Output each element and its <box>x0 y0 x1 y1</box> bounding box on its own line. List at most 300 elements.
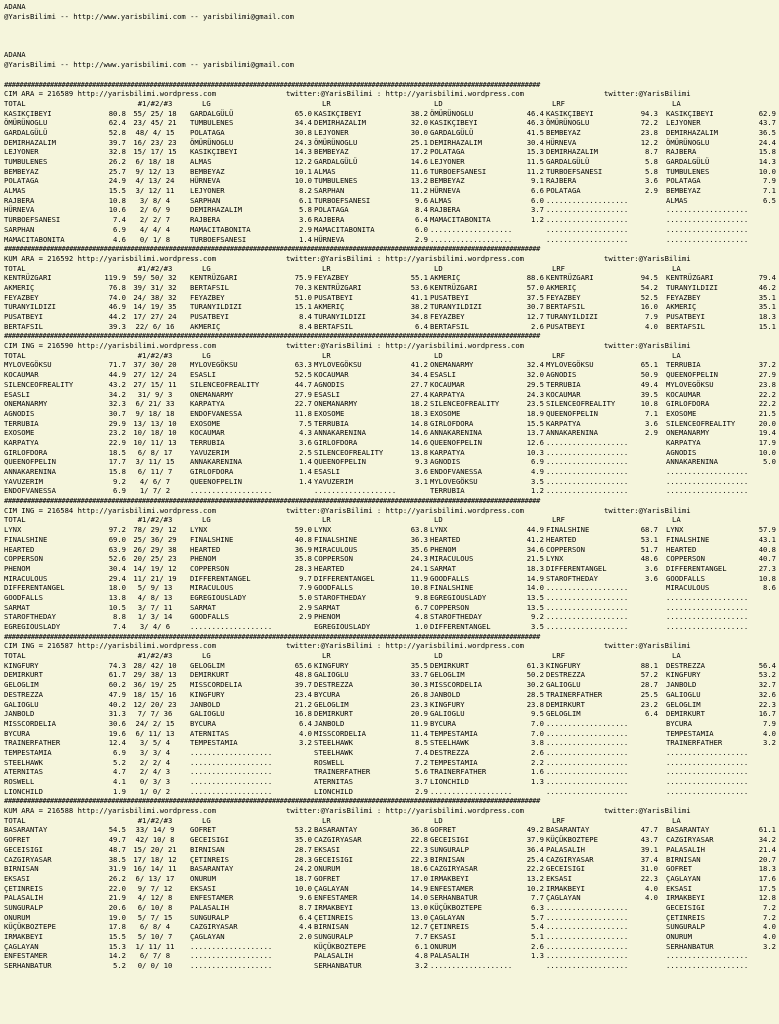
header-la: LA <box>672 98 681 108</box>
lr-value: 2.9 <box>415 786 428 796</box>
lg-name: EKSASI <box>190 883 216 893</box>
lg-name: RAJBERA <box>190 215 221 225</box>
horse-name: BASARANTAY <box>4 825 48 835</box>
ld-name: KASIKÇIBEYI <box>430 118 478 128</box>
la-name: ANNAKARENINA <box>666 457 718 467</box>
la-value: 22.3 <box>758 699 776 709</box>
la-value: 7.1 <box>763 186 776 196</box>
lr-name: ONEMANARMY <box>314 399 358 409</box>
lg-name: FINALSHINE <box>190 534 234 544</box>
ld-value: 41.2 <box>526 534 544 544</box>
lr-value: 63.8 <box>410 525 428 535</box>
lr-name: MISSCORDELIA <box>314 728 366 738</box>
horse-name: ÖMÜRÜNOGLU <box>4 118 48 128</box>
column-header-row <box>4 651 776 661</box>
total-score: 31.3 <box>108 709 126 719</box>
la-name: SUNGURALP <box>666 922 705 932</box>
ld-name: JANBOLD <box>430 689 461 699</box>
lr-value: 3.2 <box>415 961 428 971</box>
placings: 6/ 10/ 8 <box>137 902 173 912</box>
race-info-line <box>4 341 776 351</box>
ld-value: 11.2 <box>526 166 544 176</box>
horse-name: JANBOLD <box>4 709 35 719</box>
lrf-name: ................... <box>546 583 629 593</box>
lg-name: SARPHAN <box>190 195 221 205</box>
lg-value: 10.1 <box>294 166 312 176</box>
ld-name: BIRNISAN <box>430 854 465 864</box>
ld-value: 30.7 <box>526 302 544 312</box>
section-separator: ############################################################################################################################################ <box>4 244 540 254</box>
ld-name: DEMIRHAZALIM <box>430 137 482 147</box>
lr-name: BIRNISAN <box>314 922 349 932</box>
lg-name: TURBOEFSANESI <box>190 234 247 244</box>
lg-value: 12.2 <box>294 157 312 166</box>
ld-value: 28.5 <box>526 689 544 699</box>
lg-name: TEMPESTAMIA <box>190 738 238 748</box>
ld-value: 46.4 <box>526 108 544 118</box>
ld-name: EGREGIOUSLADY <box>430 592 487 602</box>
horse-name: KENTRÜZGARI <box>4 273 52 283</box>
ld-value: 49.2 <box>526 825 544 835</box>
lrf-name: ................... <box>546 195 629 205</box>
lr-value: 13.8 <box>410 447 428 457</box>
placings: 3/ 8/ 4 <box>139 195 171 205</box>
ld-name: TURBOEFSANESI <box>430 166 487 176</box>
horse-name: MIRACULOUS <box>4 573 48 583</box>
ld-name: GELOGLIM <box>430 670 465 680</box>
placings: 78/ 29/ 12 <box>133 525 177 535</box>
lg-value: 5.0 <box>299 592 312 602</box>
total-score: 5.2 <box>113 757 126 767</box>
race-info: KUM ARA = 216592 http://yarisbilimi.wordpress.com <box>4 253 217 263</box>
ld-value: 15.5 <box>526 418 544 428</box>
lg-value: 30.8 <box>294 127 312 137</box>
lr-name: ROSWELL <box>314 757 345 767</box>
la-name: HEARTED <box>666 544 697 554</box>
contact-line-repeat: @YarisBilimi -- http://www.yarisbilimi.com -- yarisbilimi@gmail.com <box>4 60 294 70</box>
ld-value: 32.4 <box>526 360 544 370</box>
lrf-name: HÜRNEVA <box>546 137 577 147</box>
header-la: LA <box>672 350 681 360</box>
total-score: 26.2 <box>108 873 126 883</box>
table-row <box>4 913 776 923</box>
lr-name: LYNX <box>314 525 332 535</box>
horse-name: PHENOM <box>4 563 30 573</box>
lr-name: SARMAT <box>314 602 340 612</box>
lg-value: 51.0 <box>294 292 312 302</box>
horse-name: PALASALIH <box>4 893 43 903</box>
ld-value: 23.8 <box>526 699 544 709</box>
horse-name: HÜRNEVA <box>4 205 35 215</box>
la-name: DESTREZZA <box>666 660 705 670</box>
lg-name: KOCAUMAR <box>190 428 225 438</box>
ld-name: KENTRÜZGARI <box>430 282 478 292</box>
placings: 36/ 19/ 25 <box>133 680 177 690</box>
city-title: ADANA <box>4 2 26 11</box>
lr-value: 14.0 <box>410 893 428 903</box>
lrf-name: TURBOEFSANESI <box>546 166 603 176</box>
ld-value: 5.1 <box>531 932 544 941</box>
la-name: GECEISIGI <box>666 902 705 912</box>
lr-value: 10.8 <box>410 583 428 593</box>
la-name: PUSATBEYI <box>666 312 705 321</box>
ld-value: 30.2 <box>526 680 544 690</box>
lg-value: 6.4 <box>299 718 312 728</box>
total-score: 22.9 <box>108 437 126 447</box>
table-row <box>4 922 776 932</box>
la-value: 62.9 <box>758 108 776 118</box>
lr-name: KÜÇÜKBOZTEPE <box>314 941 366 951</box>
lrf-name: ................... <box>546 718 629 728</box>
lrf-value: 5.8 <box>645 166 658 176</box>
placings: 33/ 14/ 9 <box>135 825 175 835</box>
ld-value: 7.0 <box>531 728 544 738</box>
header-lrf: LRF <box>552 350 565 360</box>
la-value: 7.9 <box>763 718 776 728</box>
lg-name: MISSCORDELIA <box>190 680 242 690</box>
lr-value: 35.6 <box>410 544 428 554</box>
lg-name: COPPERSON <box>190 563 229 573</box>
lg-value: 5.8 <box>299 205 312 215</box>
lg-value: 9.6 <box>299 893 312 903</box>
placings: 42/ 10/ 8 <box>135 835 175 845</box>
lg-name: SARMAT <box>190 602 216 612</box>
lrf-name: ................... <box>546 457 629 467</box>
lg-name: FEYAZBEY <box>190 292 225 302</box>
la-value: 27.3 <box>758 563 776 573</box>
table-row <box>4 370 776 380</box>
placings: 6/ 8/ 4 <box>139 922 171 932</box>
lr-name: DESTREZZA <box>314 680 353 690</box>
total-score: 17.7 <box>108 457 126 467</box>
header-placings: #1/#2/#3 <box>137 98 173 108</box>
ld-name: TERRUBIA <box>430 486 465 496</box>
lr-value: 6.0 <box>415 224 428 234</box>
placings: 59/ 50/ 32 <box>133 273 177 283</box>
la-value: 20.0 <box>758 418 776 428</box>
la-value: 27.9 <box>758 370 776 380</box>
total-score: 47.9 <box>108 689 126 699</box>
la-name: BERTAFSIL <box>666 321 705 331</box>
lrf-value: 7.1 <box>645 408 658 418</box>
table-row <box>4 235 776 245</box>
total-score: 30.4 <box>108 563 126 573</box>
total-score: 32.8 <box>108 147 126 157</box>
ld-name: HÜRNEVA <box>430 186 461 196</box>
twitter-link: twitter:@YarisBilimi : http://yarisbilimi.wordpress.com <box>286 341 524 351</box>
la-name: ................... <box>666 602 749 612</box>
lr-value: 41.1 <box>410 292 428 302</box>
placings: 2/ 4/ 3 <box>139 767 171 777</box>
lr-value: 38.2 <box>410 108 428 118</box>
table-row <box>4 109 776 119</box>
table-row <box>4 312 776 322</box>
lg-value: 23.4 <box>294 689 312 699</box>
lrf-value: 72.2 <box>640 118 658 128</box>
ld-name: ................... <box>430 786 513 796</box>
lrf-name: ................... <box>546 767 629 777</box>
la-value: 57.9 <box>758 525 776 535</box>
lg-name: BIRNISAN <box>190 844 225 854</box>
la-name: IRMAKBEYI <box>666 893 705 903</box>
lg-name: ANNAKARENINA <box>190 457 242 467</box>
lg-name: CAZGIRYASAR <box>190 922 238 932</box>
la-value: 22.2 <box>758 389 776 399</box>
lr-name: ANNAKARENINA <box>314 428 366 438</box>
table-row <box>4 864 776 874</box>
total-score: 52.8 <box>108 127 126 137</box>
lrf-value: 50.9 <box>640 370 658 380</box>
lg-name: PALASALIH <box>190 902 229 912</box>
ld-value: 36.4 <box>526 844 544 854</box>
horse-name: TERRUBIA <box>4 418 39 428</box>
lg-name: KINGFURY <box>190 689 225 699</box>
lrf-value: 88.1 <box>640 660 658 670</box>
lrf-value: 51.7 <box>640 544 658 554</box>
la-name: ................... <box>666 215 749 225</box>
total-score: 6.9 <box>113 224 126 234</box>
la-value: 3.2 <box>763 738 776 748</box>
ld-value: 32.0 <box>526 370 544 380</box>
placings: 15/ 17/ 15 <box>133 147 177 157</box>
la-value: 40.8 <box>758 544 776 554</box>
header-lrf: LRF <box>552 263 565 273</box>
ld-name: DEMIRKURT <box>430 660 469 670</box>
lr-value: 2.9 <box>415 234 428 244</box>
lg-name: SUNGURALP <box>190 912 229 922</box>
section-separator: ############################################################################################################################################ <box>4 496 540 506</box>
la-value: 5.0 <box>763 457 776 467</box>
lg-value: 8.2 <box>299 186 312 196</box>
placings: 9/ 7/ 12 <box>137 883 173 893</box>
lg-name: JANBOLD <box>190 699 221 709</box>
section-separator: ############################################################################################################################################ <box>4 331 540 341</box>
lg-name: BEMBEYAZ <box>190 166 225 176</box>
horse-name: PUSATBEYI <box>4 312 43 321</box>
la-value: 79.4 <box>758 273 776 283</box>
table-row <box>4 457 776 467</box>
la-name: DEMIRKURT <box>666 709 705 719</box>
ld-name: KOCAUMAR <box>430 379 465 389</box>
la-name: ÇETINREIS <box>666 912 705 922</box>
lg-value: 65.0 <box>294 108 312 118</box>
lrf-name: ................... <box>546 902 629 912</box>
lr-value: 13.0 <box>410 902 428 912</box>
lrf-name: ................... <box>546 224 629 234</box>
table-row <box>4 554 776 564</box>
lg-name: ................... <box>190 941 273 951</box>
lrf-name: STAROFTHEDAY <box>546 573 598 583</box>
la-name: TEMPESTAMIA <box>666 728 714 738</box>
total-score: 38.5 <box>108 854 126 864</box>
lr-value: 11.9 <box>410 573 428 583</box>
placings: 27/ 15/ 11 <box>133 379 177 389</box>
lr-name: ENFESTAMER <box>314 893 358 903</box>
header-lrf: LRF <box>552 651 565 661</box>
placings: 4/ 6/ 7 <box>139 476 171 486</box>
lr-name: BYCURA <box>314 689 340 699</box>
table-row <box>4 545 776 555</box>
lg-value: 22.7 <box>294 399 312 409</box>
lr-name: BEMBEYAZ <box>314 147 349 157</box>
lr-name: BASARANTAY <box>314 825 358 835</box>
header-ld: LD <box>434 815 443 825</box>
lr-name: YAVUZERIM <box>314 476 353 486</box>
header-lr: LR <box>322 350 331 360</box>
lrf-name: AKMERIÇ <box>546 282 577 292</box>
la-name: ................... <box>666 234 749 244</box>
twitter-handle: twitter:@YarisBilimi <box>604 253 691 263</box>
header-placings: #1/#2/#3 <box>137 263 173 273</box>
lr-value: 14.6 <box>410 428 428 438</box>
lr-value: 13.0 <box>410 912 428 922</box>
total-score: 7.4 <box>113 622 126 631</box>
ld-name: GOFRET <box>430 825 456 835</box>
lr-value: 38.2 <box>410 302 428 312</box>
table-row <box>4 283 776 293</box>
la-value: 46.2 <box>758 282 776 292</box>
ld-value: 4.9 <box>531 467 544 476</box>
horse-name: ROSWELL <box>4 777 35 786</box>
lr-value: 13.2 <box>410 176 428 186</box>
ld-name: GECEISIGI <box>430 835 469 845</box>
ld-value: 3.5 <box>531 622 544 631</box>
la-name: ................... <box>666 757 749 767</box>
lrf-value: 53.1 <box>640 534 658 544</box>
ld-name: ÇETINREIS <box>430 922 469 932</box>
lrf-name: ................... <box>546 728 629 738</box>
lr-value: 22.3 <box>410 854 428 864</box>
placings: 29/ 38/ 13 <box>133 670 177 680</box>
ld-name: EKSASI <box>430 932 456 941</box>
ld-value: 14.0 <box>526 583 544 593</box>
lg-name: GOODFALLS <box>190 612 229 622</box>
la-value: 40.7 <box>758 554 776 564</box>
lr-name: JANBOLD <box>314 718 345 728</box>
lg-value: 18.7 <box>294 873 312 883</box>
lg-name: BYCURA <box>190 718 216 728</box>
lr-name: GOFRET <box>314 873 340 883</box>
total-score: 25.7 <box>108 166 126 176</box>
horse-name: MISSCORDELIA <box>4 718 56 728</box>
total-score: 46.9 <box>108 302 126 312</box>
placings: 22/ 6/ 16 <box>135 321 175 331</box>
horse-name: GOODFALLS <box>4 592 43 602</box>
table-row <box>4 399 776 409</box>
total-score: 10.5 <box>108 602 126 612</box>
la-value: 22.2 <box>758 399 776 409</box>
lg-value: 40.8 <box>294 534 312 544</box>
la-value: 17.5 <box>758 883 776 893</box>
lg-name: ................... <box>190 486 273 496</box>
lrf-name: SILENCEOFREALITY <box>546 399 616 409</box>
ld-name: QUEENOFPELIN <box>430 437 482 447</box>
lrf-name: MYLOVEGÖKSU <box>546 360 594 370</box>
la-value: 10.0 <box>758 166 776 176</box>
table-row <box>4 680 776 690</box>
twitter-handle: twitter:@YarisBilimi <box>604 641 691 651</box>
table-row <box>4 167 776 177</box>
horse-name: BERTAFSIL <box>4 321 43 331</box>
lrf-name: DEMIRHAZALIM <box>546 147 598 157</box>
placings: 16/ 23/ 23 <box>133 137 177 147</box>
placings: 6/ 13/ 17 <box>135 873 175 883</box>
la-value: 7.9 <box>763 176 776 186</box>
ld-name: SERHANBATUR <box>430 893 478 903</box>
la-value: 18.3 <box>758 312 776 321</box>
total-score: 119.9 <box>104 273 126 283</box>
ld-name: GIRLOFDORA <box>430 418 474 428</box>
ld-name: COPPERSON <box>430 602 469 612</box>
lg-value: 70.3 <box>294 282 312 292</box>
lr-value: 6.4 <box>415 215 428 225</box>
race-sections <box>4 80 776 971</box>
ld-value: 21.5 <box>526 554 544 564</box>
lrf-name: ................... <box>546 932 629 941</box>
la-value: 10.8 <box>758 573 776 583</box>
lg-value: 3.2 <box>299 738 312 748</box>
lrf-name: PUSATBEYI <box>546 321 585 331</box>
lr-name: FEYAZBEY <box>314 273 349 283</box>
lg-value: 35.0 <box>294 835 312 845</box>
header-lr: LR <box>322 815 331 825</box>
lrf-value: 16.0 <box>640 302 658 312</box>
ld-value: 6.6 <box>531 186 544 196</box>
lrf-value: 43.7 <box>640 835 658 845</box>
ld-value: 11.5 <box>526 157 544 166</box>
ld-name: PUSATBEYI <box>430 292 469 302</box>
lrf-value: 2.9 <box>645 428 658 438</box>
lg-name: GOFRET <box>190 825 216 835</box>
la-value: 15.8 <box>758 147 776 157</box>
lg-name: PUSATBEYI <box>190 312 229 321</box>
header-la: LA <box>672 651 681 661</box>
ld-name: ENDOFVANESSA <box>430 467 482 476</box>
la-name: SERHANBATUR <box>666 941 714 951</box>
la-name: ................... <box>666 961 749 971</box>
table-row <box>4 477 776 487</box>
ld-value: 50.2 <box>526 670 544 680</box>
placings: 27/ 12/ 24 <box>133 370 177 380</box>
placings: 18/ 15/ 16 <box>133 689 177 699</box>
ld-value: 9.2 <box>531 612 544 622</box>
lr-value: 14.8 <box>410 418 428 428</box>
la-name: ÖMÜRÜNOGLU <box>666 137 710 147</box>
lrf-value: 28.7 <box>640 680 658 690</box>
placings: 23/ 45/ 21 <box>133 118 177 128</box>
horse-name: FEYAZBEY <box>4 292 39 302</box>
lg-value: 16.8 <box>294 709 312 719</box>
placings: 24/ 2/ 15 <box>135 718 175 728</box>
race-info-line <box>4 806 776 816</box>
horse-name: ENDOFVANESSA <box>4 486 56 496</box>
lr-name: COPPERSON <box>314 554 353 564</box>
placings: 3/ 3/ 4 <box>139 747 171 757</box>
lg-value: 4.4 <box>299 922 312 932</box>
lr-name: TRAINERFATHER <box>314 767 371 777</box>
ld-name: MIRACULOUS <box>430 554 474 564</box>
lr-value: 23.3 <box>410 699 428 709</box>
table-row <box>4 593 776 603</box>
horse-name: IRMAKBEYI <box>4 932 43 941</box>
race-info: CIM ARA = 216589 http://yarisbilimi.wordpress.com <box>4 89 217 99</box>
placings: 12/ 20/ 23 <box>133 699 177 709</box>
race-info: CIM ING = 216584 http://yarisbilimi.wordpress.com <box>4 505 217 515</box>
lr-name: KENTRÜZGARI <box>314 282 362 292</box>
placings: 9/ 18/ 18 <box>135 408 175 418</box>
la-name: ONEMANARMY <box>666 428 710 438</box>
table-row <box>4 302 776 312</box>
